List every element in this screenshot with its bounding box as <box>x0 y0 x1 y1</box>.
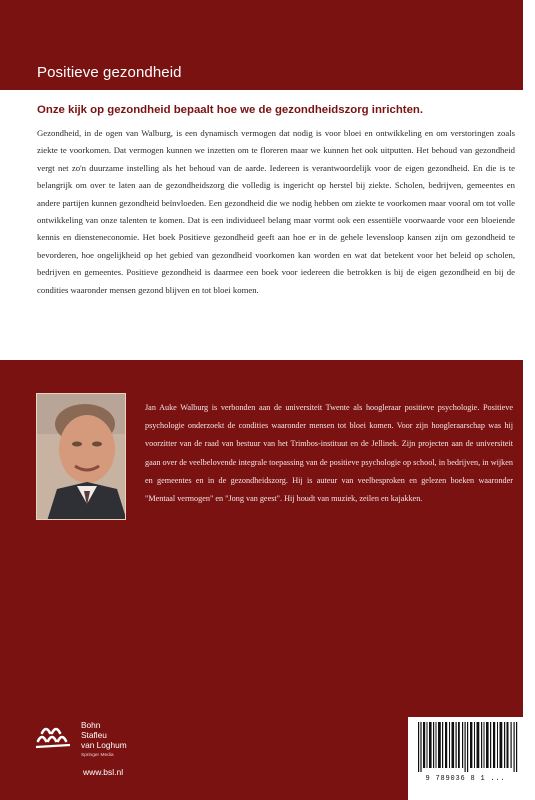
barcode <box>418 722 518 772</box>
headline: Onze kijk op gezondheid bepaalt hoe we de gezondheidszorg inrichten. <box>37 104 424 116</box>
book-title: Positieve gezondheid <box>37 64 182 81</box>
publisher-line-3: van Loghum <box>81 740 127 751</box>
bsl-logo-icon <box>34 719 74 753</box>
publisher-line-2: Stafleu <box>81 730 107 741</box>
publisher-website: www.bsl.nl <box>83 767 124 777</box>
publisher-sub: Springer Media <box>81 753 114 758</box>
isbn-number: 9 789036 8 1 ... <box>425 775 506 783</box>
book-description: Gezondheid, in de ogen van Walburg, is een dynamisch vermogen dat nodig is voor bloei en ontwikkeling en om verstoringen zoals ziekte te voorkomen. Dat vermogen kunnen we inzetten om te floreren maar we kunnen het ook uitputten. Het behoud van gezondheid vergt net zo'n duurzame instelling als het behoud van de aarde. Iedereen is verantwoordelijk voor de eigen gezondheid. En die is te belangrijk om over te laten aan de gezondheidszorg die volledig is ingericht op herstel bij ziekte. Scholen, bedrijven, gemeentes en andere partijen kunnen gezondheid beïnvloeden. Een gezondheid die we nodig hebben om ziekte te voorkomen maar vooral om tot volle ontwikkeling van onze talenten te komen. Dat is een individueel belang maar vormt ook een essentiële voorwaarde voor een bloeiende kennis en diensteneconomie. Het boek Positieve gezondheid geeft aan hoe er in de gehele levensloop kansen zijn om gezondheid te bevorderen, hoe ongelijkheid op het gebied van gezondheid voorkomen kan worden en wat dat betekent voor het beleid op scholen, bedrijven en gemeentes. Positieve gezondheid is daarmee een boek voor iedereen die betrokken is bij de eigen gezondheid en bij de condities waaronder mensen gezond blijven en tot bloei komen. <box>37 128 515 295</box>
publisher-line-1: Bohn <box>81 720 101 730</box>
publisher-name <box>81 720 127 751</box>
page-edge <box>523 0 535 800</box>
author-photo <box>36 393 126 520</box>
author-bio: Jan Auke Walburg is verbonden aan de universiteit Twente als hoogleraar positieve psychologie. Positieve psychologie onderzoekt de condities waaronder mensen tot bloei komen. Voor zijn hoogleraarschap was hij voorzitter van de raad van bestuur van het Trimbos-instituut en de Jellinek. Zijn projecten aan de universiteit gaan over de veelbelovende integrale toepassing van de positieve psychologie op school, in bedrijven, in wijken en gemeentes en in de gezondheidszorg. Hij is auteur van veelbesproken en gelezen boeken waaronder "Mentaal vermogen" en "Jong van geest". Hij houdt van muziek, zeilen en kajakken. <box>145 403 513 504</box>
